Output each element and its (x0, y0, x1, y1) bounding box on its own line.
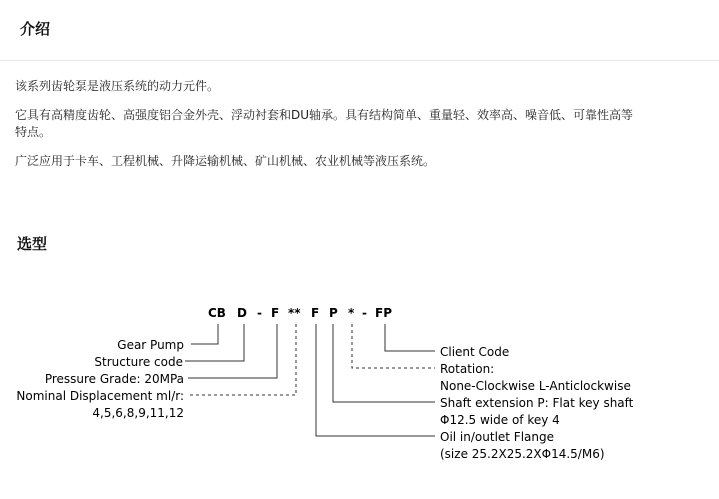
label-rotation-options: None-Clockwise L-Anticlockwise (440, 379, 631, 393)
leader-gear-pump (191, 324, 218, 344)
intro-header (0, 0, 719, 61)
label-flange-size: (size 25.2X25.2XΦ14.5/M6) (440, 447, 605, 461)
code-dash-1: - (257, 306, 262, 320)
leader-oil-flange (316, 324, 435, 436)
leader-pressure-grade (188, 324, 277, 378)
code-rotation: * (348, 306, 355, 320)
label-rotation: Rotation: (440, 362, 495, 376)
label-structure-code: Structure code (94, 355, 183, 369)
intro-paragraph-2: 它具有高精度齿轮、高强度铝合金外壳、浮动衬套和DU轴承。具有结构简单、重量轻、效率高、噪音低、可靠性高等 (15, 108, 634, 122)
leader-displacement (188, 324, 296, 395)
label-oil-flange: Oil in/outlet Flange (440, 430, 554, 444)
code-displacement: ** (288, 306, 301, 320)
code-dash-2: - (362, 306, 367, 320)
label-nominal-displacement: Nominal Displacement ml/r: (16, 389, 184, 403)
intro-paragraph-1: 该系列齿轮泵是液压系统的动力元件。 (15, 79, 220, 93)
code-cb: CB (208, 306, 226, 320)
code-p: P (329, 306, 338, 320)
code-f1: F (271, 306, 280, 320)
label-displacement-values: 4,5,6,8,9,11,12 (92, 406, 184, 420)
label-pressure-grade: Pressure Grade: 20MPa (44, 372, 184, 386)
intro-paragraph-3: 广泛应用于卡车、工程机械、升降运输机械、矿山机械、农业机械等液压系统。 (15, 154, 436, 168)
code-d: D (237, 306, 247, 320)
leader-structure-code (185, 324, 244, 361)
label-gear-pump: Gear Pump (117, 338, 184, 352)
connector-lines (185, 324, 435, 436)
leader-rotation (352, 324, 435, 368)
code-f2: F (311, 306, 320, 320)
label-client-code: Client Code (440, 345, 510, 359)
intro-paragraph-2-cont: 特点。 (15, 125, 52, 139)
model-code-diagram (0, 295, 719, 475)
selection-title: 选型 (17, 235, 48, 253)
code-fp: FP (375, 306, 392, 320)
label-key-size: Φ12.5 wide of key 4 (440, 413, 560, 427)
label-shaft-extension: Shaft extension P: Flat key shaft (440, 396, 634, 410)
leader-shaft-extension (333, 324, 435, 402)
leader-client-code (385, 324, 435, 351)
intro-title: 介绍 (20, 20, 51, 38)
